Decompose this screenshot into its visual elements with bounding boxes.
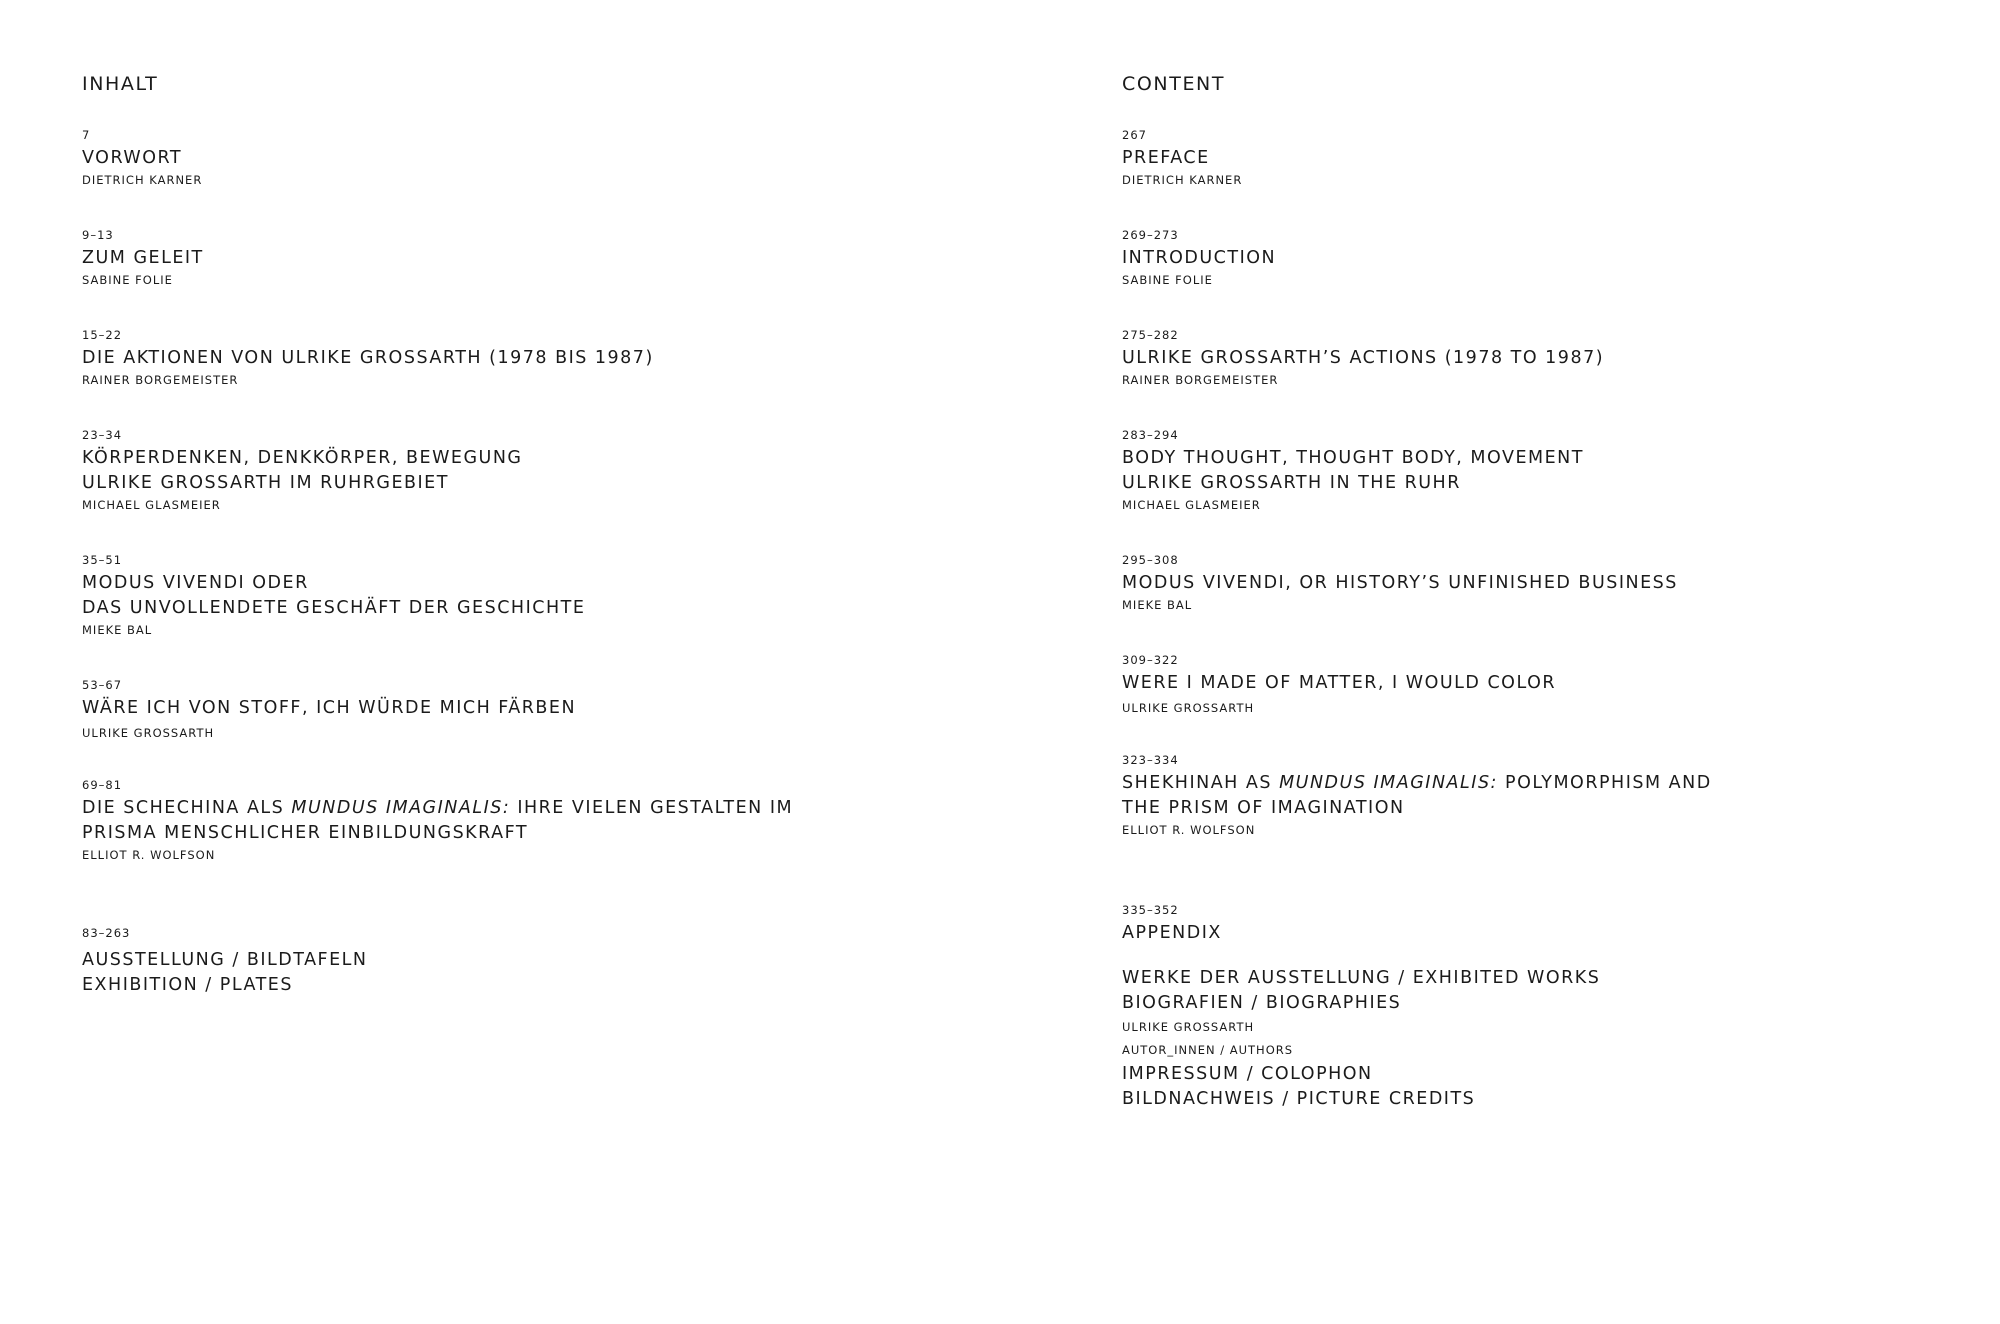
entry-title-line-1 [82, 796, 793, 821]
appendix-item: BIOGRAFIEN / BIOGRAPHIES [1122, 993, 1402, 1013]
entry-title-line-1: BODY THOUGHT, THOUGHT BODY, MOVEMENT [1122, 448, 1584, 468]
spacer [1122, 946, 1600, 966]
title-text: SHEKHINAH AS [1122, 773, 1280, 793]
page-range: 309–322 [1122, 653, 1179, 667]
entry-title-line-1: AUSSTELLUNG / BILDTAFELN [82, 950, 368, 970]
toc-entry-vorwort [82, 128, 202, 188]
entry-author: ELLIOT R. WOLFSON [82, 848, 216, 862]
appendix-sub-item: AUTOR_INNEN / AUTHORS [1122, 1043, 1294, 1057]
entry-title: ULRIKE GROSSARTH’S ACTIONS (1978 TO 1987) [1122, 348, 1605, 368]
page-range: 35–51 [82, 553, 123, 567]
entry-author: ULRIKE GROSSARTH [82, 726, 215, 740]
entry-author: MIEKE BAL [82, 623, 153, 637]
entry-author: MICHAEL GLASMEIER [1122, 498, 1261, 512]
entry-author: ULRIKE GROSSARTH [1122, 701, 1255, 715]
appendix-item: BILDNACHWEIS / PICTURE CREDITS [1122, 1089, 1476, 1109]
entry-author: SABINE FOLIE [82, 273, 173, 287]
toc-entry-zum-geleit [82, 228, 204, 288]
entry-title-line-2: ULRIKE GROSSARTH IM RUHRGEBIET [82, 473, 449, 493]
toc-entry-schechina [82, 778, 793, 863]
page-range: 53–67 [82, 678, 123, 692]
toc-heading: INHALT [82, 73, 159, 95]
page-range: 295–308 [1122, 553, 1179, 567]
toc-entry-aktionen [82, 328, 654, 388]
page-range: 283–294 [1122, 428, 1179, 442]
entry-author: MICHAEL GLASMEIER [82, 498, 221, 512]
toc-entry-modus-vivendi [1122, 553, 1678, 613]
page-range: 83–263 [82, 926, 131, 940]
toc-heading: CONTENT [1122, 73, 1226, 95]
page-range: 267 [1122, 128, 1147, 142]
toc-entry-waere-ich-von-stoff [82, 678, 576, 741]
appendix-sub-item: ULRIKE GROSSARTH [1122, 1020, 1255, 1034]
page-range: 335–352 [1122, 903, 1179, 917]
appendix-title: APPENDIX [1122, 923, 1222, 943]
entry-title: INTRODUCTION [1122, 248, 1277, 268]
toc-entry-actions [1122, 328, 1604, 388]
page-range: 69–81 [82, 778, 123, 792]
title-text: IHRE VIELEN GESTALTEN IM [510, 798, 794, 818]
title-italic-text: MUNDUS IMAGINALIS: [291, 798, 511, 818]
entry-author: RAINER BORGEMEISTER [82, 373, 239, 387]
title-text: DIE SCHECHINA ALS [82, 798, 292, 818]
entry-title: MODUS VIVENDI, OR HISTORY’S UNFINISHED BUSINESS [1122, 573, 1678, 593]
entry-title-line-1 [1122, 771, 1712, 796]
page-range: 23–34 [82, 428, 123, 442]
entry-author: SABINE FOLIE [1122, 273, 1213, 287]
entry-title: ZUM GELEIT [82, 248, 204, 268]
entry-author: DIETRICH KARNER [82, 173, 203, 187]
toc-entry-modus-vivendi [82, 553, 585, 638]
entry-author: ELLIOT R. WOLFSON [1122, 823, 1256, 837]
entry-title-line-2: ULRIKE GROSSARTH IN THE RUHR [1122, 473, 1461, 493]
entry-author: RAINER BORGEMEISTER [1122, 373, 1279, 387]
entry-title-line-1: MODUS VIVENDI ODER [82, 573, 309, 593]
toc-entry-shekhinah [1122, 753, 1712, 838]
entry-author: DIETRICH KARNER [1122, 173, 1243, 187]
entry-title-line-2: DAS UNVOLLENDETE GESCHÄFT DER GESCHICHTE [82, 598, 586, 618]
appendix-item: IMPRESSUM / COLOPHON [1122, 1064, 1373, 1084]
title-text: POLYMORPHISM AND [1497, 773, 1712, 793]
page-range: 275–282 [1122, 328, 1179, 342]
toc-entry-introduction [1122, 228, 1276, 288]
page-range: 15–22 [82, 328, 123, 342]
title-italic-text: MUNDUS IMAGINALIS: [1279, 773, 1498, 793]
toc-entry-ausstellung [82, 926, 368, 998]
entry-title-line-2: THE PRISM OF IMAGINATION [1122, 798, 1405, 818]
page-range: 7 [82, 128, 91, 142]
entry-title: WERE I MADE OF MATTER, I WOULD COLOR [1122, 673, 1557, 693]
entry-title-line-2: PRISMA MENSCHLICHER EINBILDUNGSKRAFT [82, 823, 529, 843]
page-range: 269–273 [1122, 228, 1179, 242]
entry-title: WÄRE ICH VON STOFF, ICH WÜRDE MICH FÄRBEN [82, 698, 577, 718]
appendix-item: WERKE DER AUSSTELLUNG / EXHIBITED WORKS [1122, 968, 1601, 988]
entry-title: VORWORT [82, 148, 183, 168]
entry-title-line-1: KÖRPERDENKEN, DENKKÖRPER, BEWEGUNG [82, 448, 523, 468]
toc-entry-were-i-made-of-matter [1122, 653, 1556, 716]
entry-title-line-2: EXHIBITION / PLATES [82, 975, 293, 995]
entry-title: DIE AKTIONEN VON ULRIKE GROSSARTH (1978 BIS 1987) [82, 348, 654, 368]
entry-title: PREFACE [1122, 148, 1210, 168]
toc-entry-appendix [1122, 903, 1600, 1112]
entry-author: MIEKE BAL [1122, 598, 1193, 612]
toc-entry-koerperdenken [82, 428, 523, 513]
page-range: 9–13 [82, 228, 114, 242]
toc-entry-body-thought [1122, 428, 1584, 513]
toc-entry-preface [1122, 128, 1242, 188]
page-range: 323–334 [1122, 753, 1179, 767]
